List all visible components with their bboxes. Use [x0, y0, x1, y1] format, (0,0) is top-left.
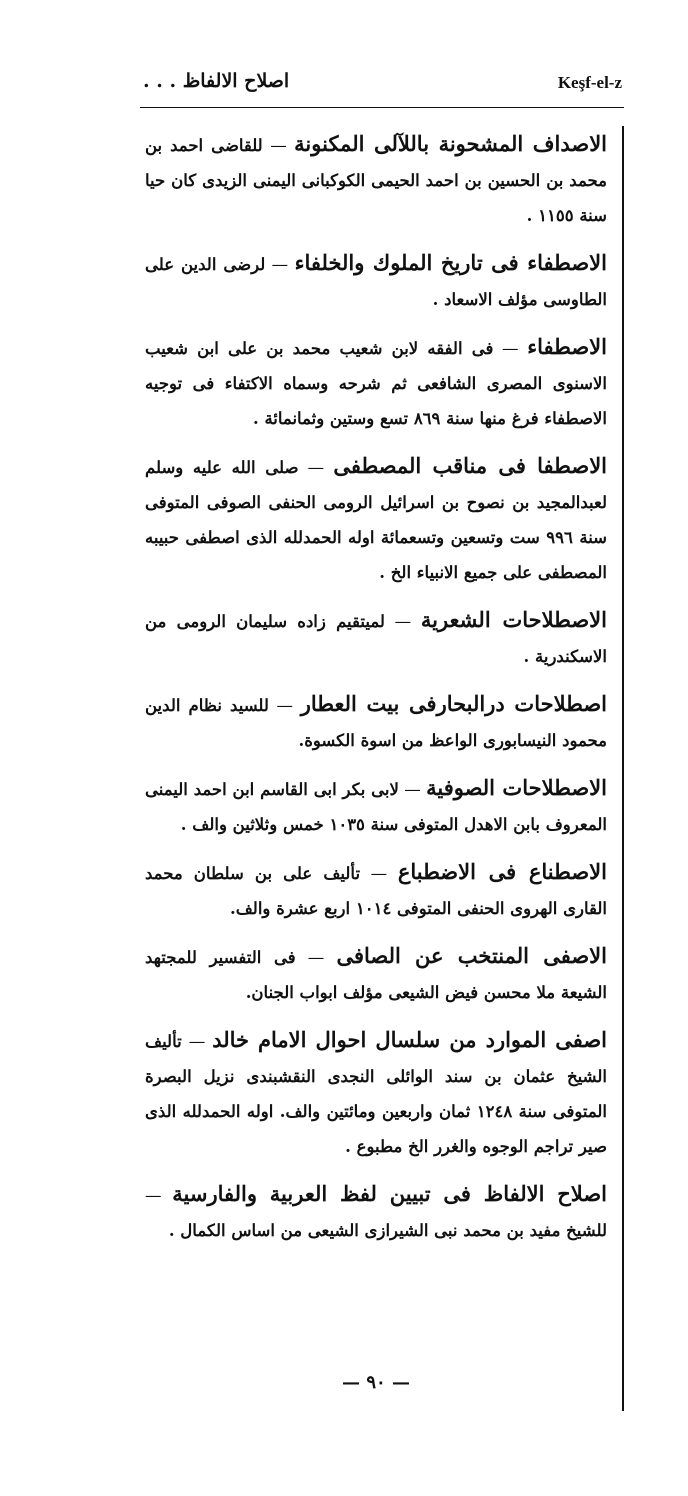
entry-4	[145, 448, 607, 590]
entry-text: تألیف الشیخ عثمان بن سند الوائلی النجدی النقشبندی نزیل البصرة المتوفی سنة ١٢٤٨ ثمان واربعین ومائتین والف. اوله الحمدلله الذی صیر تراجم الوجوه والغرر الخ مطبوع .	[145, 1032, 608, 1156]
margin-rule	[622, 126, 624, 1411]
entry-3	[145, 329, 607, 436]
entry-text: فی التفسیر للمجتهد الشیعة ملا محسن فیض الشیعی مؤلف ابواب الجنان.	[145, 948, 607, 1002]
entry-dash: —	[181, 1032, 213, 1051]
entry-2	[145, 245, 607, 317]
entry-title: الاصداف المشحونة باللآلی المكنونة	[294, 131, 607, 156]
entry-dash: —	[398, 780, 427, 799]
entry-title: الاصطلاحات الشعریة	[420, 607, 607, 632]
entry-text: لمیتقیم زاده سلیمان الرومی من الاسكندریة .	[145, 612, 607, 666]
entry-title: الاصطفاء	[527, 334, 607, 359]
entries-column	[145, 126, 607, 1260]
entry-10	[145, 1022, 607, 1164]
entry-text: لرضی الدین علی الطاوسی مؤلف الاسعاد .	[145, 255, 607, 309]
running-title: اصلاح الالفاظ . . .	[143, 70, 290, 92]
entry-title: اصفی الموارد من سلسال احوال الامام خالد	[212, 1027, 607, 1052]
entry-title: الاصطفاء فی تاریخ الملوك والخلفاء	[294, 250, 607, 275]
entry-text: للسید نظام الدین محمود النیسابوری الواعظ من اسوة الكسوة.	[145, 696, 607, 750]
entry-dash: —	[268, 696, 301, 715]
entry-title: الاصطفا فی مناقب المصطفی	[333, 453, 608, 478]
entry-11	[145, 1176, 607, 1248]
entry-text: للشیخ مفید بن محمد نبی الشیرازی الشیعی من اساس الكمال .	[168, 1221, 607, 1240]
entry-dash: —	[265, 255, 295, 274]
entry-dash: —	[262, 136, 295, 155]
entry-title: الاصطلاحات الصوفیة	[426, 775, 607, 800]
entry-dash: —	[360, 864, 398, 883]
entry-text: فی الفقه لابن شعیب محمد بن علی ابن شعیب الاسنوی المصری الشافعی ثم شرحه وسماه الاكتفاء فی توجیه الاصطفاء فرغ منها سنة ٨٦٩ تسع وستین وثمانمائة .	[145, 339, 607, 428]
entry-text: لابی بكر ابی القاسم ابن احمد الیمنی المعروف بابن الاهدل المتوفی سنة ١٠٣٥ خمس وثلاثین والف .	[145, 780, 607, 834]
entry-dash: —	[384, 612, 421, 631]
entry-text: صلی الله علیه وسلم لعبدالمجید بن نصوح بن اسرائیل الرومی الحنفی الصوفی المتوفی سنة ٩٩٦ ست وتسعین وتسعمائة اوله الحمدلله الذی اصطفی حبیبه المصطفی علی جمیع الانبیاء الخ .	[145, 458, 607, 582]
entry-dash: —	[493, 339, 528, 358]
entry-8	[145, 854, 607, 926]
entry-text: للقاضی احمد بن محمد بن الحسین بن احمد الحیمی الكوكبانی الیمنی الزیدی كان حیا سنة ١١٥٥ .	[145, 136, 607, 225]
entry-title: اصطلاحات درالبحارفی بیت العطار	[300, 691, 608, 716]
header-rule	[140, 107, 624, 108]
page-number: — ٩٠ —	[342, 1372, 410, 1393]
entry-5	[145, 602, 607, 674]
entry-title: الاصفی المنتخب عن الصافی	[336, 943, 607, 968]
entry-title: اصلاح الالفاظ فی تبیین لفظ العربیة والفارسیة	[172, 1181, 607, 1206]
entry-dash: —	[295, 948, 337, 967]
entry-dash: —	[298, 458, 334, 477]
catalog-label: Keşf-el-z	[557, 73, 622, 92]
entry-title: الاصطناع فی الاضطباع	[397, 859, 607, 884]
entry-7	[145, 770, 607, 842]
entry-text: تألیف علی بن سلطان محمد القاری الهروی الحنفی المتوفی ١٠١٤ اربع عشرة والف.	[145, 864, 607, 918]
entry-6	[145, 686, 607, 758]
entry-9	[145, 938, 607, 1010]
entry-dash: —	[145, 1186, 173, 1205]
entry-1	[145, 126, 607, 233]
